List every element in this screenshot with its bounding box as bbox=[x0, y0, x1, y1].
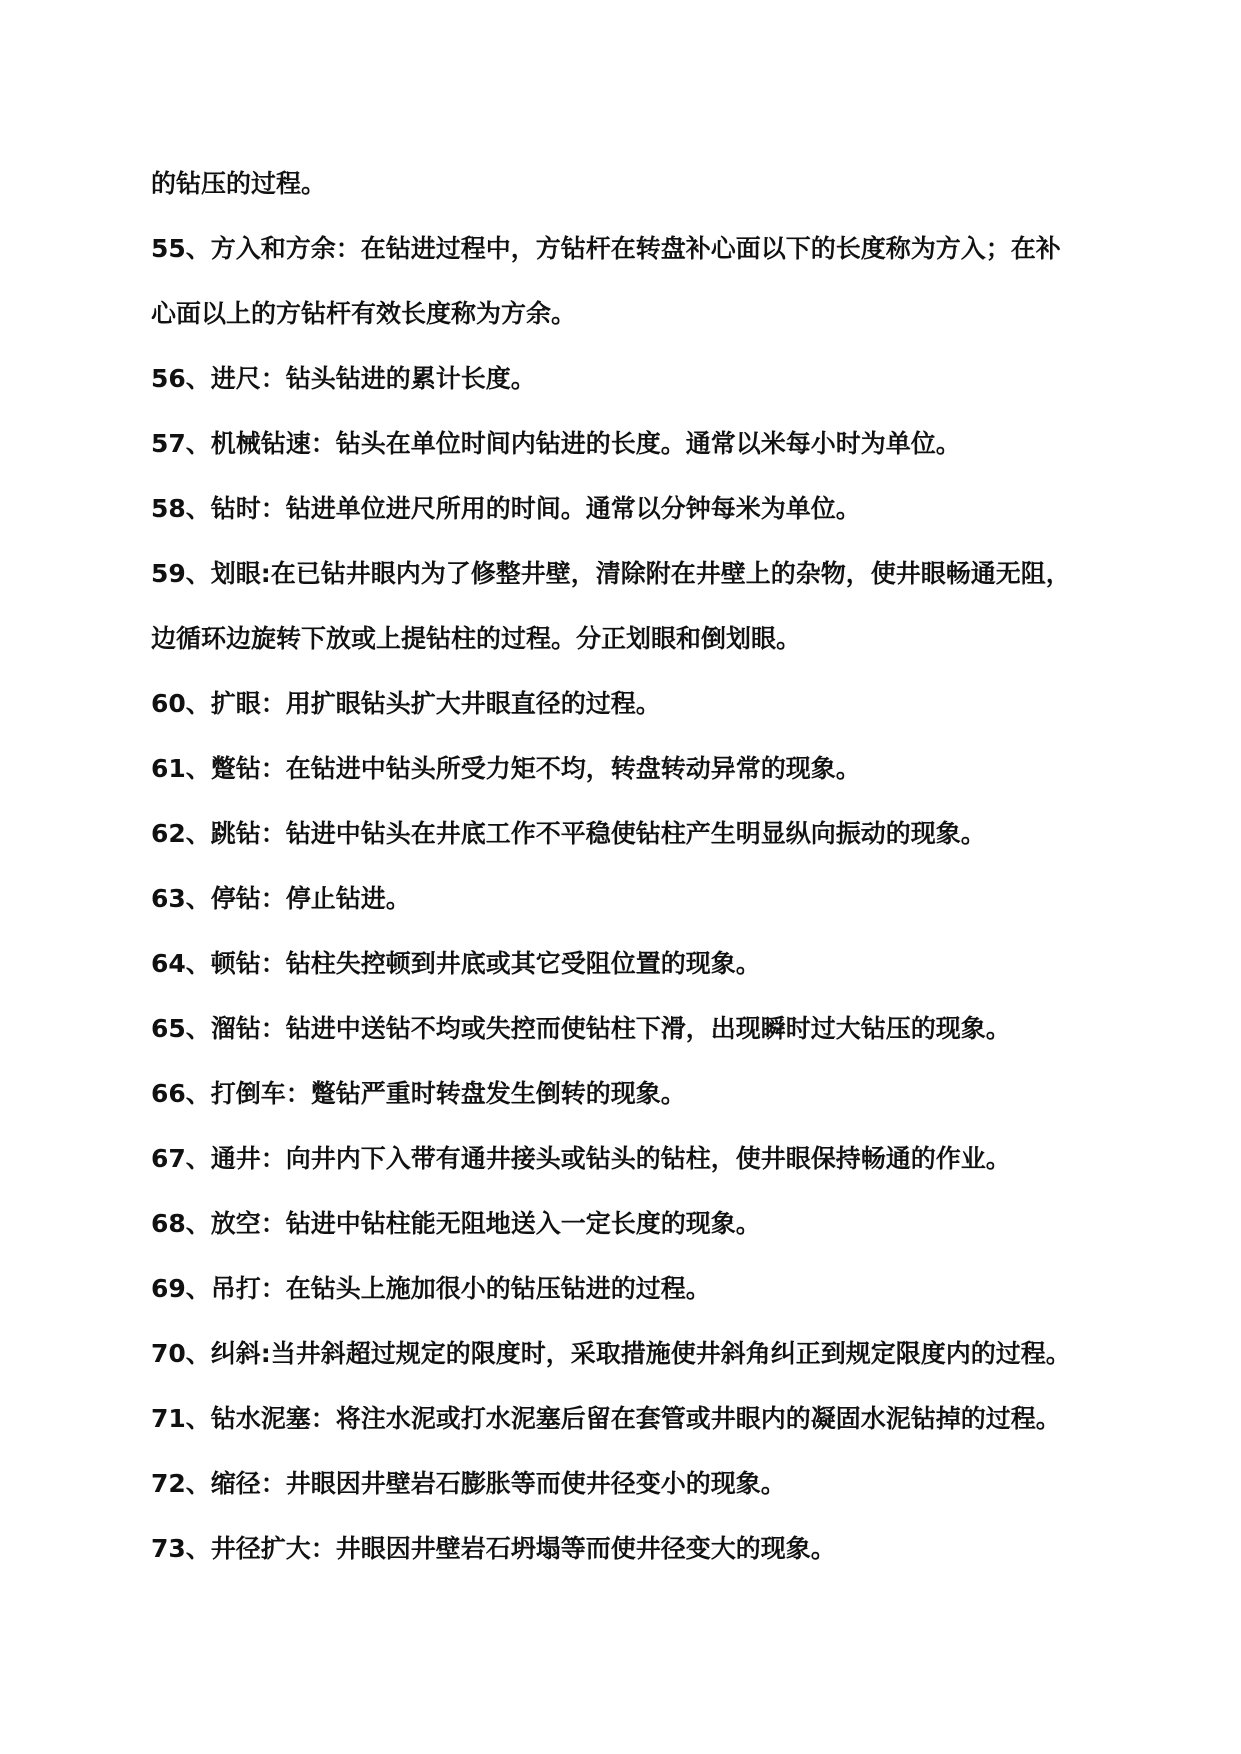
document-body bbox=[151, 164, 1091, 1594]
text-line: 73、井径扩大：井眼因井壁岩石坍塌等而使井径变大的现象。 bbox=[151, 1534, 836, 1563]
text-line: 心面以上的方钻杆有效长度称为方余。 bbox=[151, 299, 577, 328]
text-line: 的钻压的过程。 bbox=[151, 169, 327, 198]
text-line: 60、扩眼：用扩眼钻头扩大井眼直径的过程。 bbox=[151, 689, 661, 718]
text-line: 69、吊打：在钻头上施加很小的钻压钻进的过程。 bbox=[151, 1274, 711, 1303]
text-line: 66、打倒车：蹩钻严重时转盘发生倒转的现象。 bbox=[151, 1079, 686, 1108]
text-line: 67、通井：向井内下入带有通井接头或钻头的钻柱，使井眼保持畅通的作业。 bbox=[151, 1144, 1011, 1173]
text-line: 62、跳钻：钻进中钻头在井底工作不平稳使钻柱产生明显纵向振动的现象。 bbox=[151, 819, 986, 848]
text-line: 61、蹩钻：在钻进中钻头所受力矩不均，转盘转动异常的现象。 bbox=[151, 754, 861, 783]
text-line: 71、钻水泥塞：将注水泥或打水泥塞后留在套管或井眼内的凝固水泥钻掉的过程。 bbox=[151, 1404, 1061, 1433]
text-line: 边循环边旋转下放或上提钻柱的过程。分正划眼和倒划眼。 bbox=[151, 624, 802, 653]
text-line: 64、顿钻：钻柱失控顿到井底或其它受阻位置的现象。 bbox=[151, 949, 761, 978]
text-line: 57、机械钻速：钻头在单位时间内钻进的长度。通常以米每小时为单位。 bbox=[151, 429, 961, 458]
text-line: 56、进尺：钻头钻进的累计长度。 bbox=[151, 364, 536, 393]
text-line: 63、停钻：停止钻进。 bbox=[151, 884, 411, 913]
text-line: 68、放空：钻进中钻柱能无阻地送入一定长度的现象。 bbox=[151, 1209, 761, 1238]
text-line: 59、划眼:在已钻井眼内为了修整井壁，清除附在井壁上的杂物，使井眼畅通无阻， bbox=[151, 559, 1071, 588]
text-line: 55、方入和方余：在钻进过程中，方钻杆在转盘补心面以下的长度称为方入；在补 bbox=[151, 234, 1061, 263]
text-line: 72、缩径：井眼因井壁岩石膨胀等而使井径变小的现象。 bbox=[151, 1469, 786, 1498]
text-line: 70、纠斜:当井斜超过规定的限度时，采取措施使井斜角纠正到规定限度内的过程。 bbox=[151, 1339, 1071, 1368]
text-line: 65、溜钻：钻进中送钻不均或失控而使钻柱下滑，出现瞬时过大钻压的现象。 bbox=[151, 1014, 1011, 1043]
text-line: 58、钻时：钻进单位进尺所用的时间。通常以分钟每米为单位。 bbox=[151, 494, 861, 523]
